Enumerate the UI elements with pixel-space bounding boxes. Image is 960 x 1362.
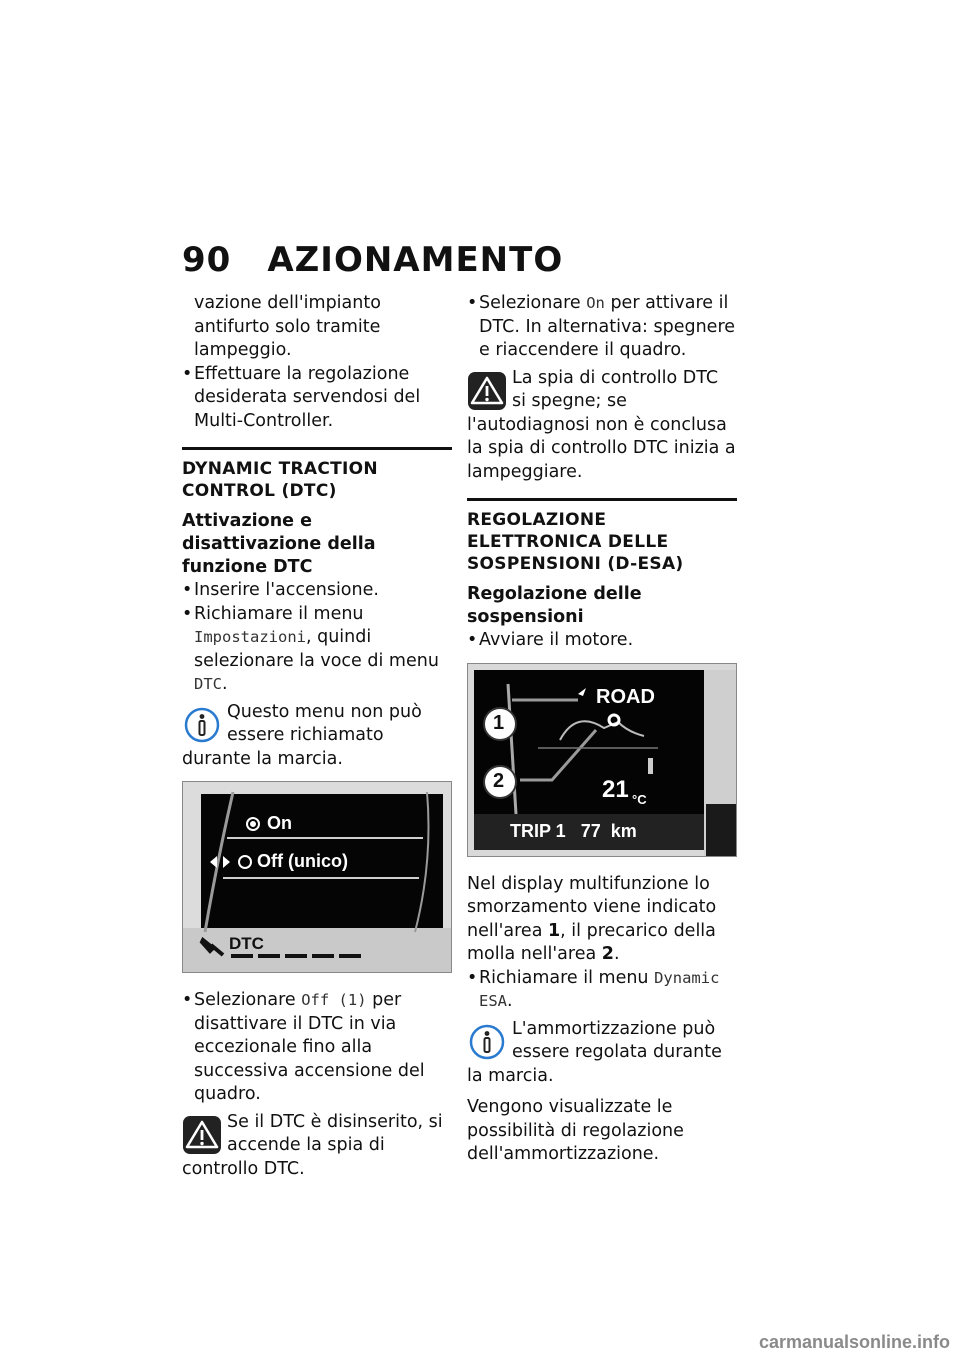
right-column bbox=[467, 292, 737, 1167]
chapter-title: AZIONAMENTO bbox=[267, 240, 564, 280]
page-number: 90 bbox=[182, 240, 232, 280]
info-note-2: L'ammortizzazione può essere regolata durante la marcia. bbox=[467, 1018, 722, 1086]
info-note: Questo menu non può essere richiamato durante la marcia. bbox=[182, 701, 422, 769]
callout-2: 2 bbox=[493, 769, 505, 792]
warning-icon bbox=[182, 1115, 222, 1155]
trip-readout: TRIP 1 77 km bbox=[510, 820, 637, 841]
bullet-adjust: • Effettuare la regolazione desiderata servendosi del Multi-Controller. bbox=[182, 363, 452, 434]
section-rule bbox=[467, 498, 737, 501]
bullet-call-menu-esa: • Richiamare il menu Dynamic ESA. bbox=[467, 967, 737, 1014]
esa-display-screen bbox=[467, 663, 737, 857]
temperature-value: 21 bbox=[602, 775, 629, 803]
option-off: Off (unico) bbox=[257, 851, 348, 871]
menu-label-dtc: DTC bbox=[229, 934, 264, 953]
watermark: carmanualsonline.info bbox=[758, 1332, 950, 1352]
section-title-desa: REGOLAZIONE ELETTRONICA DELLE SOSPENSIONI (D-ESA) bbox=[467, 510, 684, 574]
info-icon bbox=[182, 705, 222, 745]
section-rule bbox=[182, 447, 452, 450]
continued-text: vazione dell'impianto antifurto solo tramite lampeggio. bbox=[194, 293, 381, 360]
subsection-title-susp: Regolazione delle sospensioni bbox=[467, 584, 642, 627]
dtc-menu-screen bbox=[182, 781, 452, 973]
left-column bbox=[182, 292, 452, 1187]
warning-note: Se il DTC è disinserito, si accende la spia di controllo DTC. bbox=[182, 1111, 443, 1179]
info-icon bbox=[467, 1022, 507, 1062]
mode-road: ROAD bbox=[596, 685, 655, 708]
paragraph-options: Vengono visualizzate le possibilità di regolazione dell'ammortizzazione. bbox=[467, 1097, 684, 1164]
bullet-start-engine: • Avviare il motore. bbox=[467, 629, 737, 653]
warning-icon bbox=[467, 371, 507, 411]
temperature-unit: °C bbox=[632, 791, 647, 807]
callout-1: 1 bbox=[493, 711, 505, 734]
paragraph-display: Nel display multifunzione lo smorzamento viene indicato nell'area 1, il precarico della molla nell'area 2. bbox=[467, 873, 717, 964]
page-header bbox=[182, 240, 563, 280]
bullet-call-menu: • Richiamare il menu Impostazioni, quindi selezionare la voce di menu DTC. bbox=[182, 603, 452, 697]
subsection-title-dtc: Attivazione e disattivazione della funzione DTC bbox=[182, 511, 376, 577]
bullet-select-off: • Selezionare Off (1) per disattivare il DTC in via eccezionale fino alla successiva accensione del quadro. bbox=[182, 989, 452, 1107]
section-title-dtc: DYNAMIC TRACTION CONTROL (DTC) bbox=[182, 459, 378, 501]
bullet-ignition: • Inserire l'accensione. bbox=[182, 579, 452, 603]
bullet-select-on: • Selezionare On per attivare il DTC. In alternativa: spegnere e riaccendere il quadro. bbox=[467, 292, 737, 363]
option-on: On bbox=[267, 813, 292, 833]
warning-note-2: La spia di controllo DTC si spegne; se l'autodiagnosi non è conclusa la spia di controllo DTC inizia a lampeggiare. bbox=[467, 367, 736, 482]
